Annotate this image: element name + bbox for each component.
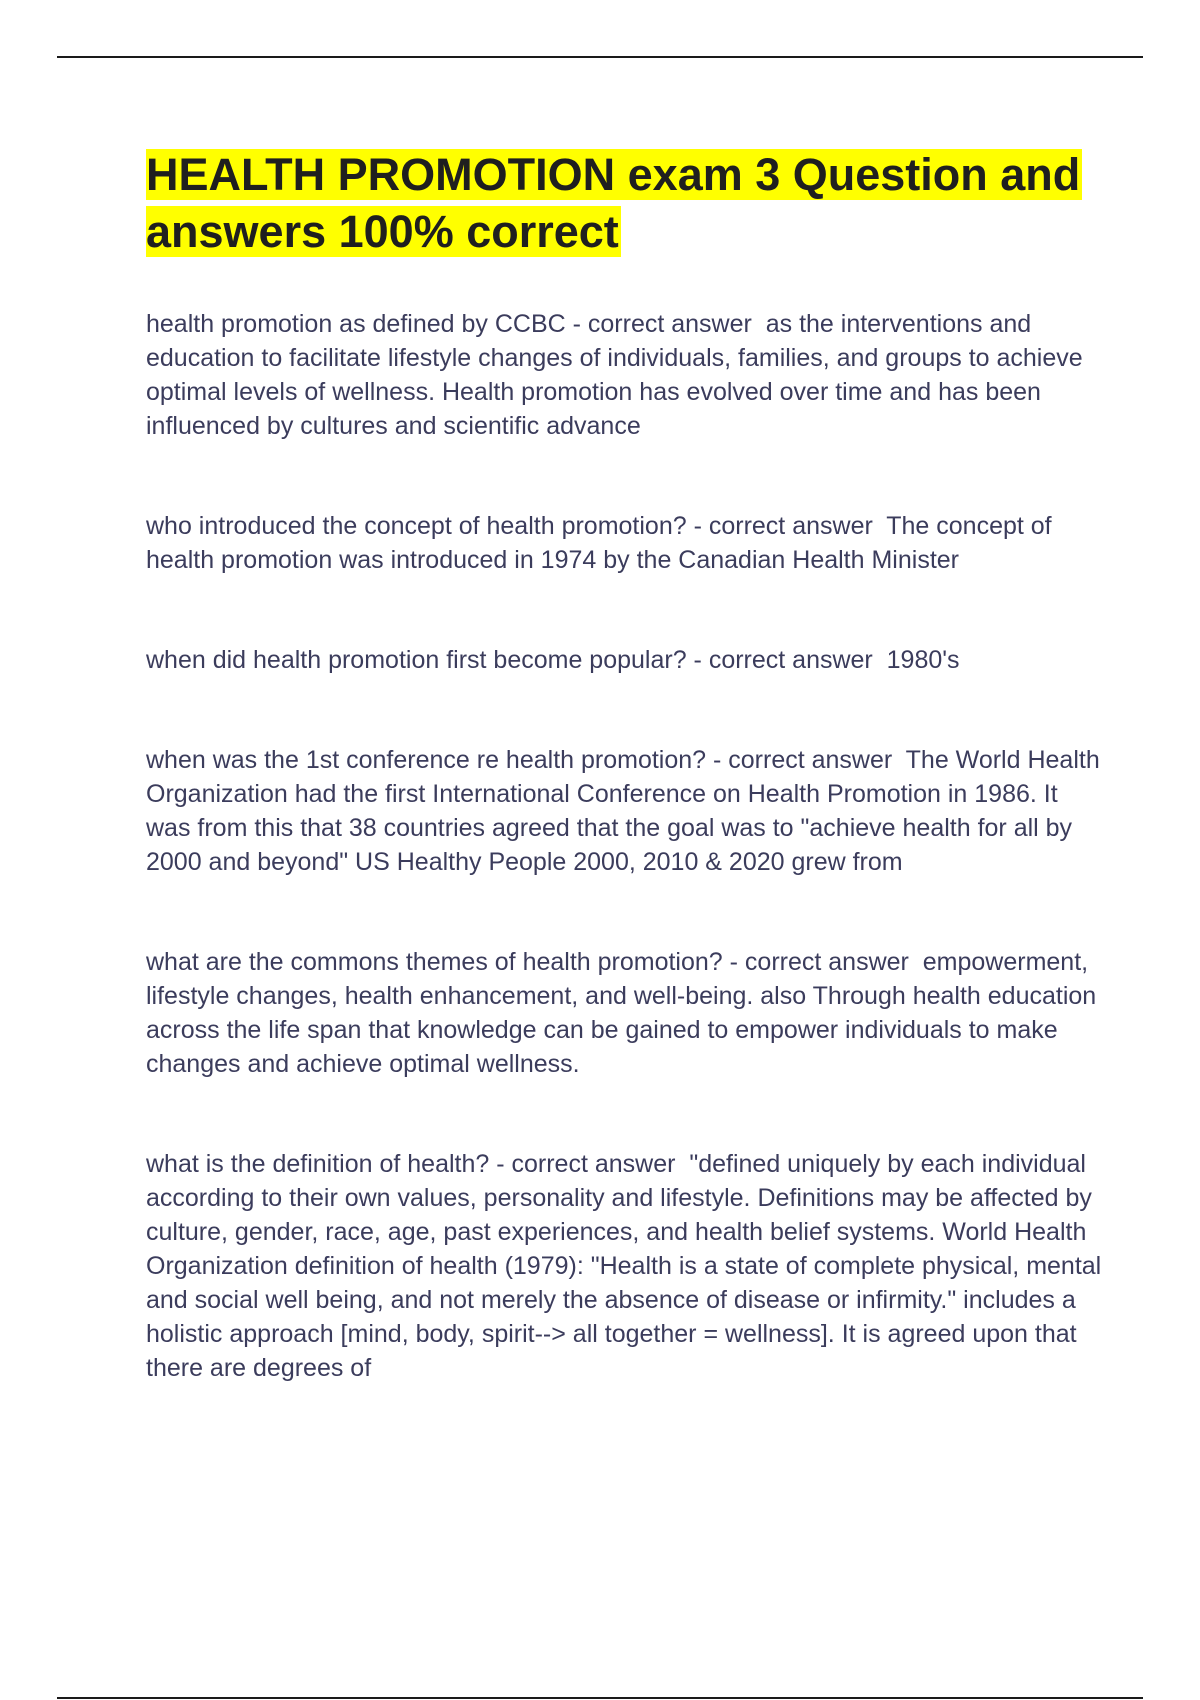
document-body (146, 146, 1109, 1385)
qa-entry-6: what is the definition of health? - correct answer "defined uniquely by each individual according to their own values, personality and lifestyle. Definitions may be affected by culture, gender, race, age, past experiences, and health belief systems. World Health Organization definition of health (1979): "Health is a state of complete physical, mental and social well being, and not merely the absence of disease or infirmity." includes a holistic approach [mind, body, spirit--> all together = wellness]. It is agreed upon that there are degrees of (146, 1150, 1109, 1382)
qa-entry-3: when did health promotion first become popular? - correct answer 1980's (146, 646, 960, 674)
footer-rule (57, 1697, 1143, 1699)
qa-entry-1: health promotion as defined by CCBC - correct answer as the interventions and education to facilitate lifestyle changes of individuals, families, and groups to achieve optimal levels of wellness. Health promotion has evolved over time and has been influenced by cultures and scientific advance (146, 310, 1090, 440)
qa-entry-2: who introduced the concept of health promotion? - correct answer The concept of health promotion was introduced in 1974 by the Canadian Health Minister (146, 512, 1059, 574)
qa-entry-4: when was the 1st conference re health promotion? - correct answer The World Health Organization had the first International Conference on Health Promotion in 1986. It was from this that 38 countries agreed that the goal was to "achieve health for all by 2000 and beyond" US Healthy People 2000, 2010 & 2020 grew from (146, 746, 1107, 876)
document-title (146, 146, 1106, 260)
qa-entry-5: what are the commons themes of health promotion? - correct answer empowerment, lifestyle changes, health enhancement, and well-being. also Through health education across the life span that knowledge can be gained to empower individuals to make changes and achieve optimal wellness. (146, 948, 1104, 1078)
title-highlight: HEALTH PROMOTION exam 3 Question and answers 100% correct (146, 149, 1081, 257)
header-rule (57, 56, 1143, 58)
